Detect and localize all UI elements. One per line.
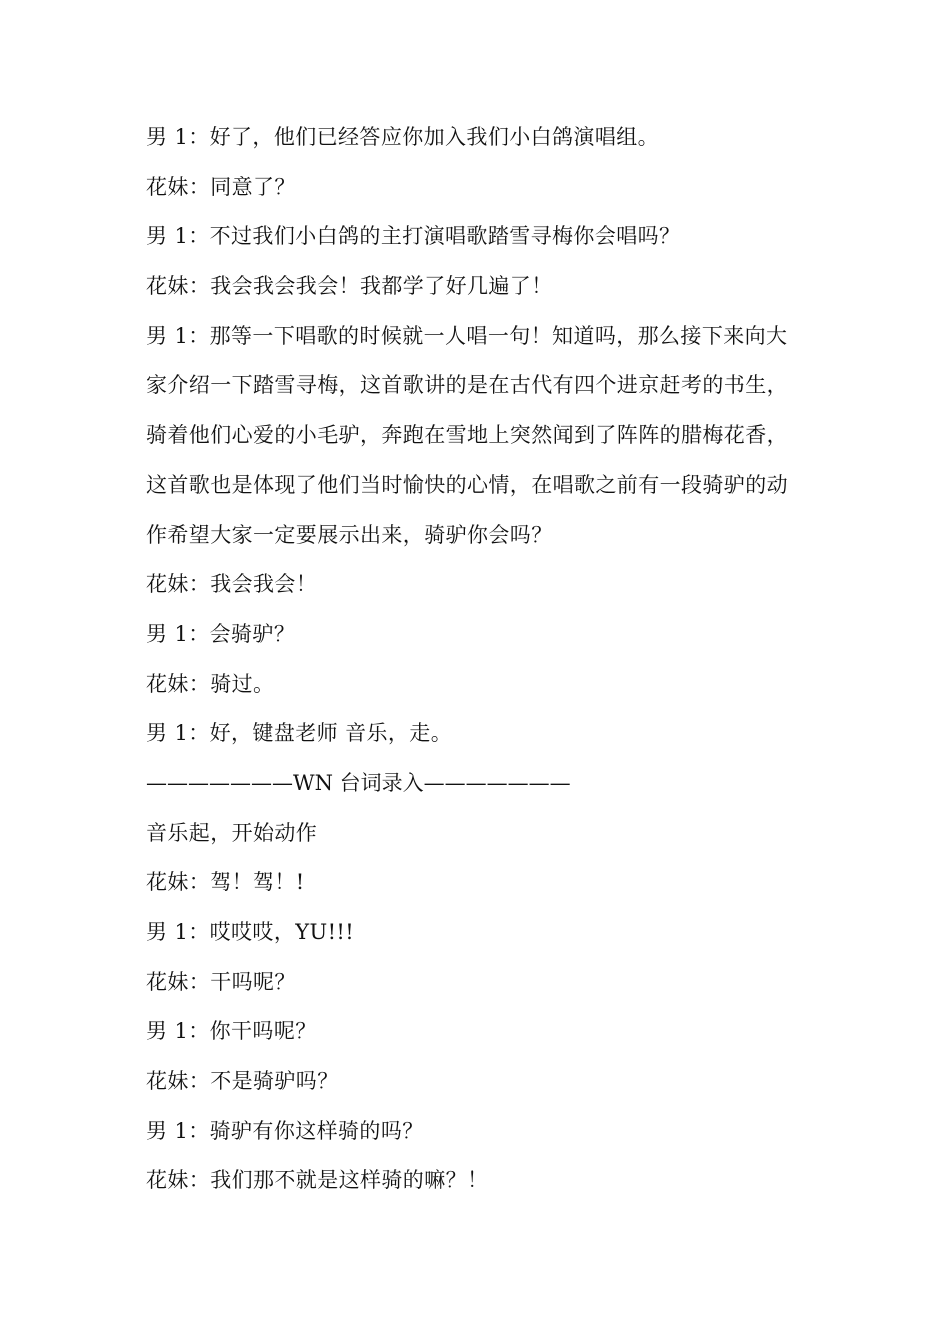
- script-text: [146, 113, 816, 1206]
- dialogue-line: 男 1：好了，他们已经答应你加入我们小白鸽演唱组。: [146, 125, 660, 149]
- dialogue-line: 花妹：我们那不就是这样骑的嘛？！: [146, 1168, 489, 1193]
- dialogue-line: 花妹：骑过。: [146, 671, 275, 696]
- dialogue-line: 男 1：哎哎哎，YU!!!: [146, 920, 355, 944]
- dialogue-line: 花妹：同意了？: [146, 174, 296, 199]
- dialogue-line: 男 1：你干吗呢？: [146, 1019, 317, 1044]
- dialogue-line: 男 1：骑驴有你这样骑的吗？: [146, 1118, 424, 1143]
- dialogue-line: 花妹：干吗呢？: [146, 969, 296, 994]
- dialogue-line: 花妹：我会我会我会！我都学了好几遍了！: [146, 274, 553, 299]
- dialogue-line: 男 1：好，键盘老师 音乐，走。: [146, 721, 453, 746]
- stage-direction: 音乐起，开始动作: [146, 820, 318, 845]
- dialogue-line: 男 1：不过我们小白鸽的主打演唱歌踏雪寻梅你会唱吗？: [146, 224, 681, 249]
- dialogue-line: 男 1：会骑驴？: [146, 621, 296, 646]
- section-divider: ———————WN 台词录入———————: [146, 770, 571, 795]
- paragraph-row: 男 1：那等一下唱歌的时候就一人唱一句！知道吗，那么接下来向大: [146, 323, 788, 348]
- paragraph-row: 作希望大家一定要展示出来，骑驴你会吗？: [146, 522, 553, 547]
- paragraph-row: 这首歌也是体现了他们当时愉快的心情，在唱歌之前有一段骑驴的动: [146, 472, 788, 497]
- dialogue-line: 花妹：不是骑驴吗？: [146, 1069, 339, 1094]
- paragraph-row: 骑着他们心爱的小毛驴，奔跑在雪地上突然闻到了阵阵的腊梅花香，: [146, 423, 788, 448]
- dialogue-line: 花妹：驾！驾！!: [146, 870, 305, 895]
- dialogue-paragraph: [146, 312, 816, 560]
- paragraph-row: 家介绍一下踏雪寻梅，这首歌讲的是在古代有四个进京赶考的书生，: [146, 373, 788, 398]
- dialogue-line: 花妹：我会我会！: [146, 572, 318, 597]
